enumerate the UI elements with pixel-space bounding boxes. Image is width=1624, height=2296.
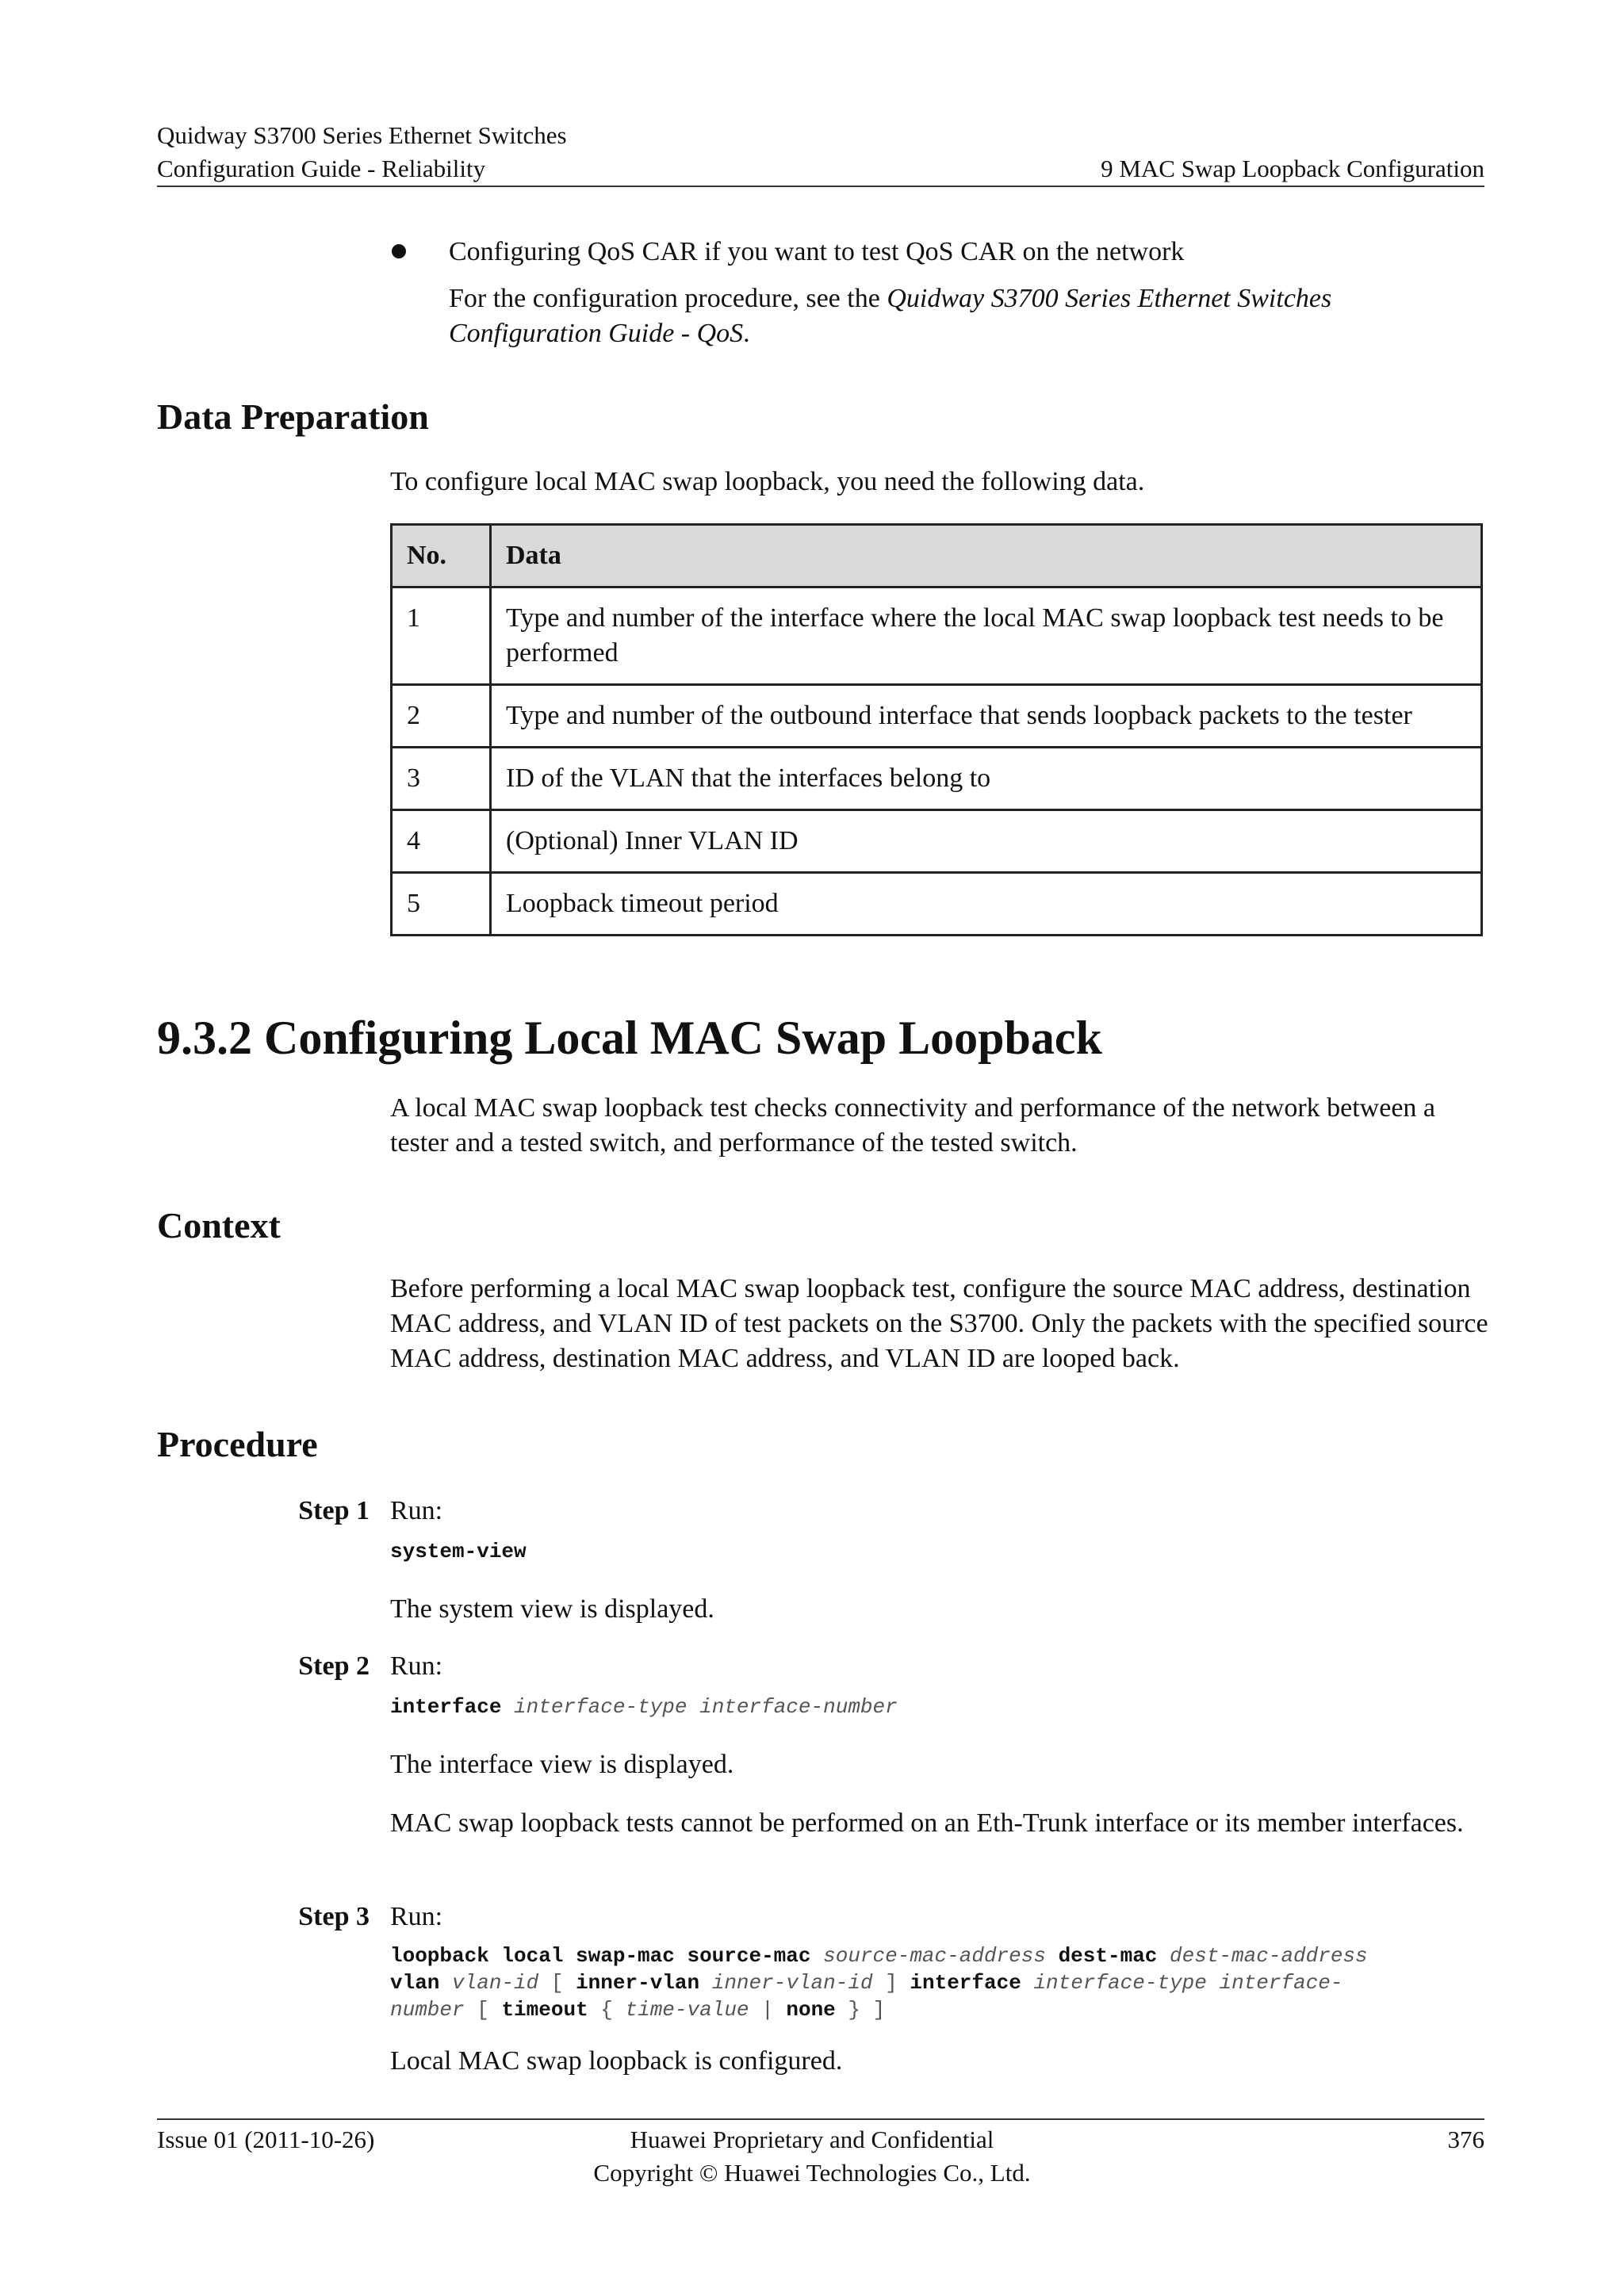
cmd-arg-vlan-id: vlan-id (452, 1971, 539, 1995)
table-row (392, 810, 1482, 873)
procedure-heading: Procedure (157, 1424, 318, 1464)
intro-para-lead: For the configuration procedure, see the (449, 284, 887, 313)
table-cell-data: Loopback timeout period (491, 873, 1482, 936)
step-2-run: Run: (390, 1651, 443, 1681)
table-header-data: Data (491, 525, 1482, 587)
intro-para-reference: Quidway S3700 Series Ethernet Switches Configuration Guide - QoS (449, 284, 1332, 348)
step-2-label: Step 2 (298, 1651, 370, 1681)
step-1-result: The system view is displayed. (390, 1594, 714, 1624)
footer-proprietary: Huawei Proprietary and Confidential (630, 2126, 994, 2153)
cmd-arg-dest-mac: dest-mac-address (1170, 1944, 1368, 1968)
table-cell-data: Type and number of the outbound interface that sends loopback packets to the tester (491, 685, 1482, 748)
header-guide: Configuration Guide - Reliability (157, 155, 486, 182)
footer-rule (157, 2118, 1484, 2120)
cmd-bracket-close: ] (885, 1971, 898, 1995)
context-text: Before performing a local MAC swap loopback test, configure the source MAC address, destination MAC address, and VLAN ID of test packets on the S3700. Only the packets with the specified source MAC address, destination MAC address, and VLAN ID are looped back. (390, 1274, 1488, 1373)
cmd-kw-none: none (786, 1998, 836, 2022)
cmd-pipe: | (761, 1998, 774, 2022)
cmd-arg-interface-number: number (390, 1998, 465, 2022)
section-summary: A local MAC swap loopback test checks connectivity and performance of the network between a tester and a tested switch, and performance of the tested switch. (390, 1093, 1435, 1158)
footer-issue: Issue 01 (2011-10-26) (157, 2126, 375, 2153)
cmd-arg-source-mac: source-mac-address (823, 1944, 1046, 1968)
cmd-bracket-open: [ (477, 1998, 489, 2022)
step-3-command-line-3 (390, 1996, 1492, 2023)
table-row (392, 587, 1482, 685)
header-rule (157, 186, 1484, 187)
table-row (392, 748, 1482, 810)
cmd-arg-time-value: time-value (625, 1998, 749, 2022)
table-row (392, 873, 1482, 936)
cmd-kw-interface: interface (910, 1971, 1021, 1995)
table-cell-data: (Optional) Inner VLAN ID (491, 810, 1482, 873)
table-header-no: No. (392, 525, 491, 587)
table-cell-no: 1 (392, 587, 491, 685)
data-prep-heading: Data Preparation (157, 396, 429, 437)
cmd-brace-open: { (600, 1998, 613, 2022)
context-heading: Context (157, 1205, 281, 1246)
step-2-note: MAC swap loopback tests cannot be performed on an Eth-Trunk interface or its member interfaces. (390, 1808, 1464, 1838)
cmd-arg-inner-vlan-id: inner-vlan-id (711, 1971, 873, 1995)
table-row (392, 685, 1482, 748)
footer-page-number: 376 (1447, 2126, 1484, 2153)
cmd-interface-args: interface-type interface-number (514, 1695, 898, 1719)
intro-para-end: . (743, 319, 750, 348)
step-3-run: Run: (390, 1902, 443, 1931)
cmd-arg-interface-type: interface-type interface- (1033, 1971, 1343, 1995)
step-1-label: Step 1 (298, 1496, 370, 1525)
bullet-text: Configuring QoS CAR if you want to test QoS CAR on the network (449, 237, 1185, 266)
cmd-kw-loopback: loopback local swap-mac source-mac (390, 1944, 811, 1968)
step-1-run: Run: (390, 1496, 443, 1525)
step-2-command (390, 1693, 898, 1720)
table-header-row (392, 525, 1482, 587)
footer-copyright: Copyright © Huawei Technologies Co., Ltd. (593, 2159, 1031, 2187)
step-3-result: Local MAC swap loopback is configured. (390, 2046, 843, 2076)
table-cell-no: 2 (392, 685, 491, 748)
data-prep-lead: To configure local MAC swap loopback, you need the following data. (390, 467, 1145, 496)
cmd-kw-inner-vlan: inner-vlan (576, 1971, 700, 1995)
header-chapter: 9 MAC Swap Loopback Configuration (1101, 155, 1484, 182)
step-1-command (390, 1538, 527, 1565)
header-product: Quidway S3700 Series Ethernet Switches (157, 121, 567, 149)
table-cell-no: 4 (392, 810, 491, 873)
cmd-bracket-close: ] (872, 1998, 886, 2022)
section-title: 9.3.2 Configuring Local MAC Swap Loopback (157, 1012, 1102, 1064)
step-3-command (390, 1942, 1492, 2023)
bullet-icon (392, 244, 406, 258)
table-cell-data: Type and number of the interface where the local MAC swap loopback test needs to be performed (491, 587, 1482, 685)
intro-paragraph (449, 281, 1488, 351)
step-3-command-line-1 (390, 1942, 1492, 1969)
cmd-kw-timeout: timeout (501, 1998, 588, 2022)
cmd-kw-dest-mac: dest-mac (1058, 1944, 1158, 1968)
cmd-bracket-open: [ (550, 1971, 564, 1995)
step-2-result: The interface view is displayed. (390, 1750, 734, 1779)
table-cell-data: ID of the VLAN that the interfaces belong to (491, 748, 1482, 810)
cmd-kw-vlan: vlan (390, 1971, 440, 1995)
data-table (390, 523, 1483, 936)
cmd-brace-close: } (848, 1998, 860, 2022)
table-cell-no: 3 (392, 748, 491, 810)
step-3-command-line-2 (390, 1969, 1492, 1996)
cmd-interface-keyword: interface (390, 1695, 502, 1719)
table-cell-no: 5 (392, 873, 491, 936)
step-3-label: Step 3 (298, 1902, 370, 1931)
cmd-system-view: system-view (390, 1540, 527, 1563)
